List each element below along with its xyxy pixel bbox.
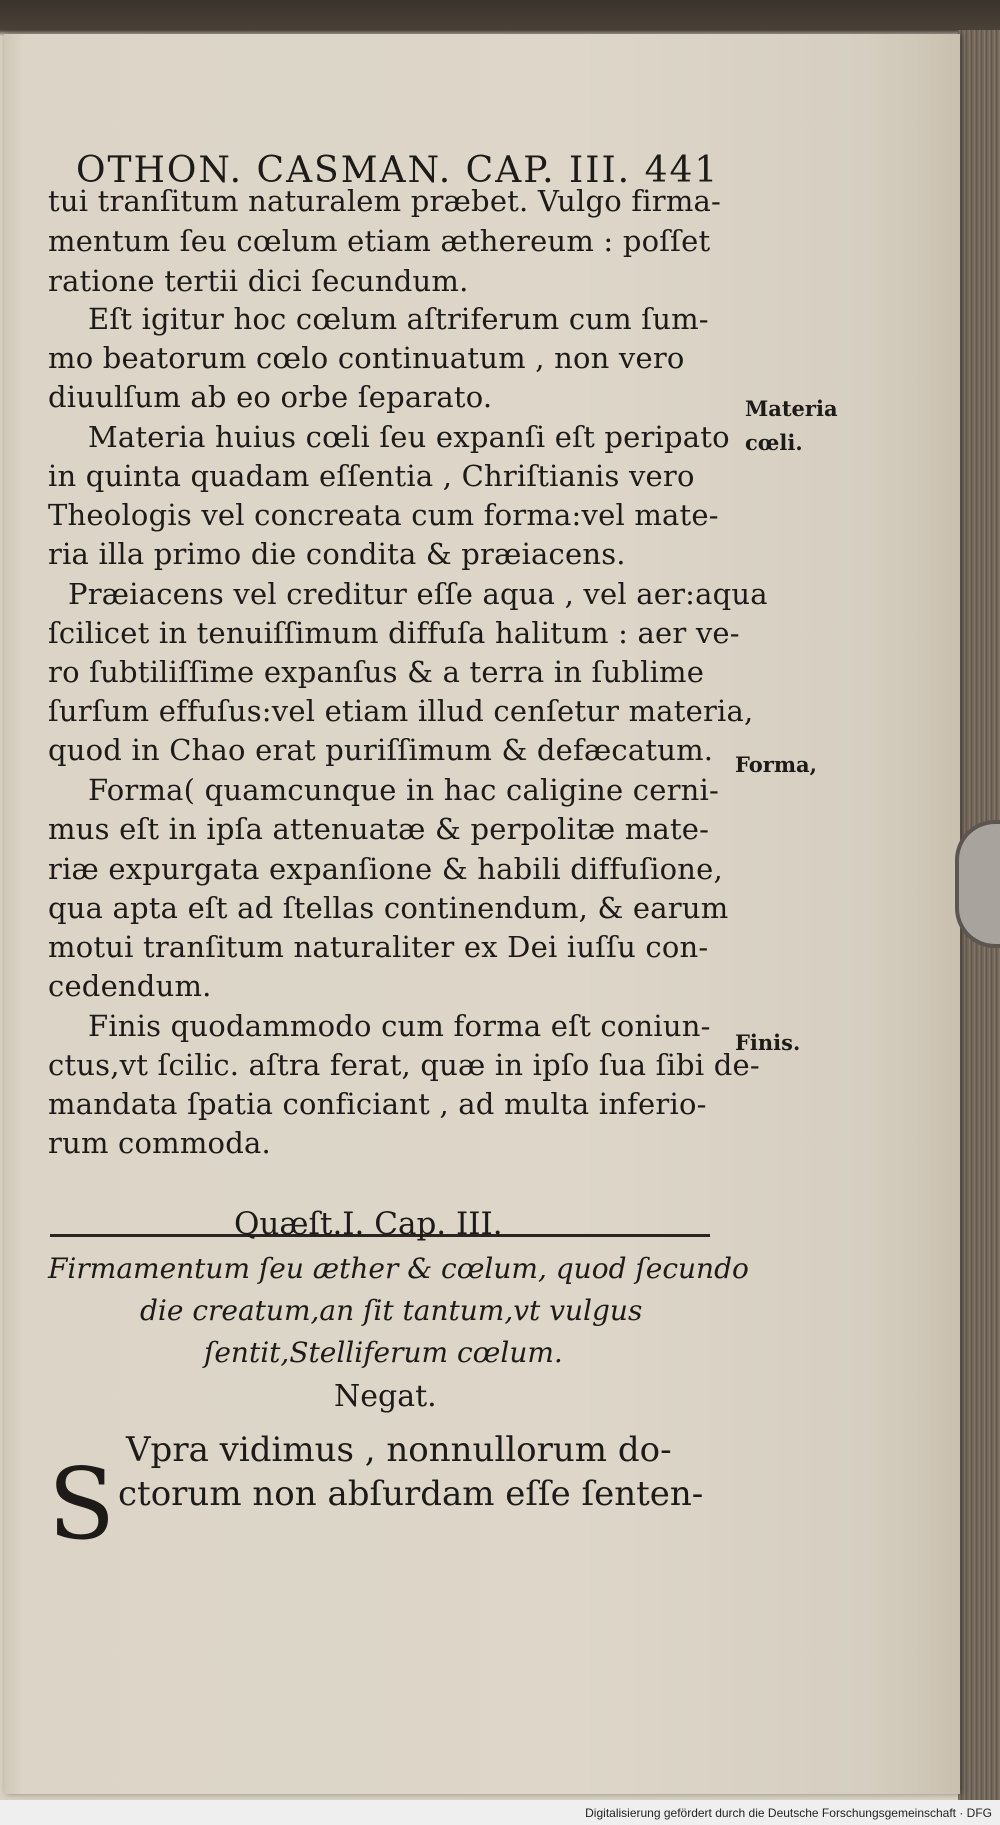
- body-line: in quinta quadam eſſentia , Chriſtianis vero: [48, 459, 695, 493]
- body-line: Finis quodammodo cum forma eſt coniun-: [88, 1009, 711, 1043]
- drop-cap: S: [48, 1448, 116, 1562]
- question-heading: Quæſt.I. Cap. III.: [234, 1206, 503, 1242]
- body-line: tui tranſitum naturalem præbet. Vulgo firma-: [48, 184, 722, 218]
- body-line: quod in Chao erat puriſſimum & defæcatum.: [48, 733, 714, 767]
- body-line: ſurſum effuſus:vel etiam illud cenſetur materia,: [48, 694, 754, 728]
- question-title-line: ſentit,Stelliferum cœlum.: [204, 1336, 563, 1369]
- body-line: rum commoda.: [48, 1126, 271, 1160]
- body-line: Forma( quamcunque in hac caligine cerni-: [88, 773, 720, 807]
- book-page: [4, 34, 960, 1794]
- margin-note-finis: Finis.: [735, 1030, 801, 1055]
- body-line: mus eſt in ipſa attenuatæ & perpolitæ mate-: [48, 812, 710, 846]
- body-line: ctorum non abſurdam eſſe ſenten-: [118, 1474, 704, 1514]
- question-answer: Negat.: [334, 1379, 437, 1414]
- body-line: ratione tertii dici ſecundum.: [48, 264, 469, 298]
- running-head: OTHON. CASMAN. CAP. III. 441: [76, 150, 720, 191]
- body-line: Theologis vel concreata cum forma:vel mate-: [48, 498, 719, 532]
- body-line: ria illa primo die condita & præiacens.: [48, 537, 626, 571]
- body-line: mandata ſpatia conficiant , ad multa inferio-: [48, 1087, 707, 1121]
- body-line: mentum ſeu cœlum etiam æthereum : poſſet: [48, 224, 711, 258]
- footer-credit: Digitalisierung gefördert durch die Deutsche Forschungsgemeinschaft · DFG: [585, 1806, 992, 1820]
- margin-note-materia: Materia: [745, 396, 838, 421]
- body-line: Eſt igitur hoc cœlum aſtriferum cum ſum-: [88, 302, 709, 336]
- body-line: ro ſubtiliſſime expanſus & a terra in ſublime: [48, 655, 705, 689]
- body-line: ctus,vt ſcilic. aſtra ferat, quæ in ipſo ſua ſibi de-: [48, 1048, 760, 1082]
- body-line: motui tranſitum naturaliter ex Dei iuſſu con-: [48, 930, 709, 964]
- page-clip: [955, 820, 1000, 948]
- question-title-line: die creatum,an ſit tantum,vt vulgus: [140, 1294, 643, 1327]
- body-line: Materia huius cœli ſeu expanſi eſt peripato: [88, 420, 730, 454]
- body-line: cedendum.: [48, 969, 212, 1003]
- margin-note-coeli: cœli.: [745, 430, 803, 455]
- body-line: riæ expurgata expanſione & habili diffuſione,: [48, 852, 723, 886]
- body-line: qua apta eſt ad ſtellas continendum, & earum: [48, 891, 729, 925]
- body-line: diuulſum ab eo orbe ſeparato.: [48, 380, 493, 414]
- body-line: mo beatorum cœlo continuatum , non vero: [48, 341, 685, 375]
- body-line: ſcilicet in tenuiſſimum diffuſa halitum : aer ve-: [48, 616, 740, 650]
- body-line: Vpra vidimus , nonnullorum do-: [126, 1430, 672, 1470]
- body-line: Præiacens vel creditur eſſe aqua , vel aer:aqua: [68, 577, 768, 611]
- margin-note-forma: Forma,: [735, 752, 817, 777]
- question-title-line: Firmamentum ſeu æther & cœlum, quod ſecundo: [48, 1252, 749, 1285]
